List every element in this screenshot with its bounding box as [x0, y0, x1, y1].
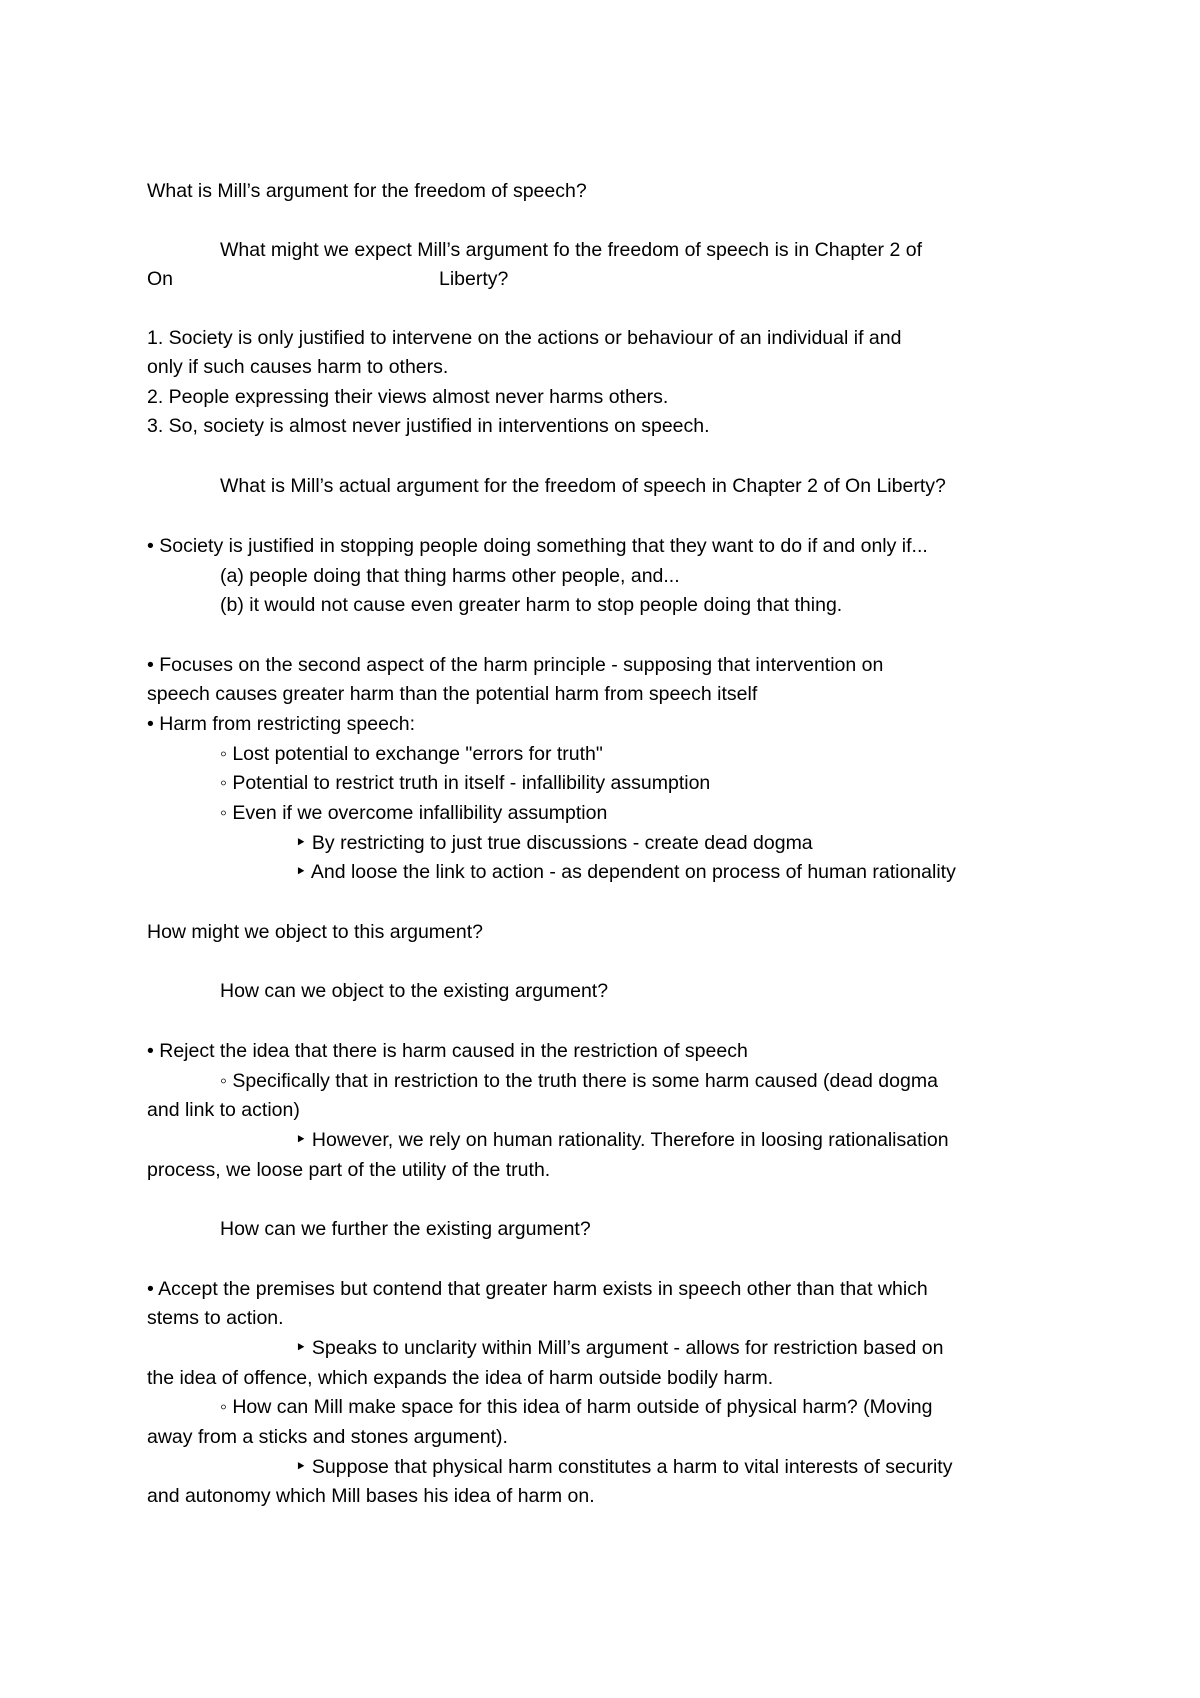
- condition-b: (b) it would not cause even greater harm to stop people doing that thing.: [220, 594, 843, 616]
- subheading-object-existing: How can we object to the existing argument?: [220, 980, 609, 1002]
- sub-sub-bullet-however: ‣ However, we rely on human rationality. Therefore in loosing rationalisation: [295, 1129, 949, 1151]
- sub-sub-bullet-unclarity-cont: the idea of offence, which expands the idea of harm outside bodily harm.: [147, 1367, 774, 1389]
- subheading-further-existing: How can we further the existing argument?: [220, 1218, 591, 1240]
- bullet-accept-premises-cont: stems to action.: [147, 1307, 284, 1329]
- heading-mills-argument: What is Mill’s argument for the freedom of speech?: [147, 180, 587, 202]
- subheading-expected-argument: What might we expect Mill’s argument fo the freedom of speech is in Chapter 2 of: [220, 239, 922, 261]
- sub-bullet-lost-potential: ◦ Lost potential to exchange "errors for truth": [220, 743, 603, 765]
- bullet-harm-restricting: • Harm from restricting speech:: [147, 713, 415, 735]
- bullet-reject-idea: • Reject the idea that there is harm caused in the restriction of speech: [147, 1040, 748, 1062]
- sub-bullet-make-space-cont: away from a sticks and stones argument).: [147, 1426, 508, 1448]
- subheading-actual-argument: What is Mill’s actual argument for the freedom of speech in Chapter 2 of On Liberty?: [220, 475, 946, 497]
- sub-sub-bullet-suppose: ‣ Suppose that physical harm constitutes a harm to vital interests of security: [295, 1456, 953, 1478]
- bullet-focuses-cont: speech causes greater harm than the potential harm from speech itself: [147, 683, 758, 705]
- subheading-expected-argument-on: On Liberty?: [147, 264, 173, 294]
- sub-sub-bullet-link-to-action: ‣ And loose the link to action - as dependent on process of human rationality: [295, 861, 956, 883]
- subheading-expected-argument-liberty: Liberty?: [439, 268, 509, 290]
- premise-3: 3. So, society is almost never justified in interventions on speech.: [147, 415, 710, 437]
- sub-bullet-specifically: ◦ Specifically that in restriction to the truth there is some harm caused (dead dogma: [220, 1070, 938, 1092]
- premise-2: 2. People expressing their views almost never harms others.: [147, 386, 669, 408]
- sub-sub-bullet-unclarity: ‣ Speaks to unclarity within Mill’s argument - allows for restriction based on: [295, 1337, 944, 1359]
- sub-bullet-restrict-truth: ◦ Potential to restrict truth in itself - infallibility assumption: [220, 772, 711, 794]
- sub-sub-bullet-suppose-cont: and autonomy which Mill bases his idea of harm on.: [147, 1485, 595, 1507]
- sub-bullet-make-space: ◦ How can Mill make space for this idea of harm outside of physical harm? (Moving: [220, 1396, 933, 1418]
- premise-1-cont: only if such causes harm to others.: [147, 356, 449, 378]
- bullet-society-justified: • Society is justified in stopping people doing something that they want to do if and only if...: [147, 535, 928, 557]
- bullet-accept-premises: • Accept the premises but contend that greater harm exists in speech other than that which: [147, 1278, 928, 1300]
- sub-sub-bullet-however-cont: process, we loose part of the utility of the truth.: [147, 1159, 551, 1181]
- bullet-focuses: • Focuses on the second aspect of the harm principle - supposing that intervention on: [147, 654, 884, 676]
- sub-bullet-specifically-cont: and link to action): [147, 1099, 300, 1121]
- sub-bullet-overcome-infallibility: ◦ Even if we overcome infallibility assumption: [220, 802, 608, 824]
- heading-object: How might we object to this argument?: [147, 921, 483, 943]
- sub-sub-bullet-dead-dogma: ‣ By restricting to just true discussions - create dead dogma: [295, 832, 813, 854]
- premise-1: 1. Society is only justified to intervene on the actions or behaviour of an individual if and: [147, 327, 902, 349]
- condition-a: (a) people doing that thing harms other people, and...: [220, 565, 680, 587]
